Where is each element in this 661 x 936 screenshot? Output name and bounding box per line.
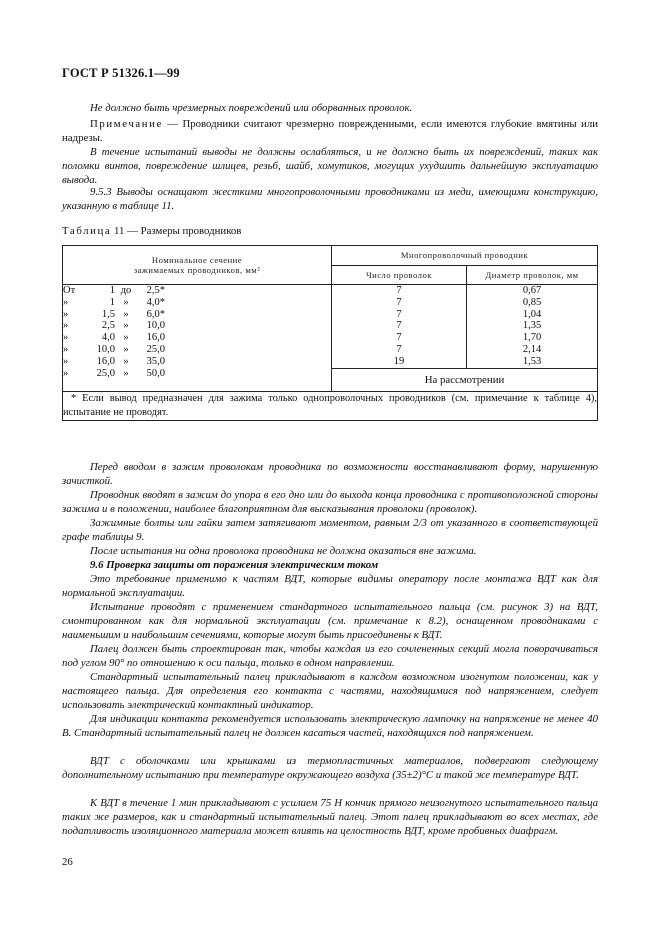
section-row: » 25,0 » 50,0: [63, 367, 165, 379]
header-wire-count: Число проволок: [332, 265, 467, 285]
table-caption: [62, 225, 241, 237]
paragraph-terminals: В течение испытаний выводы не должны ослабляться, и не должно быть их повреждений, таких как поломки винтов, повреждение шлицев, резьб, шайб, хомутиков, могущих ухудшить дальнейшую эксплуатацию вывода.: [62, 146, 598, 187]
paragraph-tighten: Зажимные болты или гайки затем затягивают моментом, равным 2/3 от указанного в соответствующей графе таблицы 9.: [62, 517, 598, 544]
paragraph-no-damage: Не должно быть чрезмерных повреждений или оборванных проволок.: [90, 102, 413, 114]
note-text: — Проводники считают чрезмерно поврежденными, если имеются глубокие вмятины или надрезы.: [62, 118, 598, 145]
section-row: » 4,0 » 16,0: [63, 332, 165, 344]
section-row: » 1,5 » 6,0*: [63, 308, 165, 320]
paragraph-insert-conductor: Проводник вводят в зажим до упора в его дно или до выхода конца проводника с противоположной стороны зажима и в положении, наиболее благоприятном для высказывания проволоки (проволок).: [62, 489, 598, 516]
nominal-section-column: [63, 285, 332, 392]
header-nominal-section: Номинальное сечение зажимаемых проводников, мм²: [63, 246, 332, 285]
table-caption-title: 11 — Размеры проводников: [111, 225, 242, 237]
paragraph-force-test: К ВДТ в течение 1 мин прикладывают с усилием 75 Н кончик прямого неизогнутого испытательного пальца таких же размеров, как и стандартный испытательный палец. Этот палец прикладывают во всех местах, где податливость изоляционного материала может влиять на целостность ВДТ, кроме пробивных диафрагм.: [62, 797, 598, 838]
conductor-size-table: [62, 245, 598, 421]
paragraph-9-5-3: 9.5.3 Выводы оснащают жесткими многопроволочными проводниками из меди, имеющими конструкцию, указанную в таблице 11.: [62, 186, 598, 213]
note: [62, 117, 598, 145]
section-row: » 16,0 » 35,0: [63, 355, 165, 367]
wire-diameter-column: 0,67 0,85 1,04 1,35 1,70 2,14 1,53: [467, 285, 598, 369]
under-consideration-cell: На рассмотрении: [332, 368, 598, 391]
page-number: 26: [62, 856, 73, 868]
document-header: ГОСТ Р 51326.1—99: [62, 66, 180, 80]
paragraph-contact-indication: Для индикации контакта рекомендуется использовать электрическую лампочку на напряжение не менее 40 В. Стандартный испытательный палец не должен касаться частей, находящихся под напряжением.: [62, 713, 598, 740]
table-footnote: * Если вывод предназначен для зажима только однопроволочных проводников (см. примечание к таблице 4), испытание не проводят.: [63, 391, 598, 420]
paragraph-applicability: Это требование применимо к частям ВДТ, которые видимы оператору после монтажа ВДТ как для нормальной эксплуатации.: [62, 573, 598, 600]
section-row: » 2,5 » 10,0: [63, 320, 165, 332]
table-caption-label: Таблица: [62, 225, 112, 237]
paragraph-after-test: После испытания ни одна проволока проводника не должна оказаться вне зажима.: [90, 545, 477, 557]
section-row: » 10,0 » 25,0: [63, 343, 165, 355]
header-stranded-conductor: Многопроволочный проводник: [332, 246, 598, 266]
paragraph-test-finger: Испытание проводят с применением стандартного испытательного пальца (см. рисунок 3) на ВДТ, смонтированном как для нормальной эксплуатации (см. примечание к 8.2), оснащенном проводниками с наименьшим и наибольшим сечениями, которые могут быть присоединены к ВДТ.: [62, 601, 598, 642]
section-row: От 1 до 2,5*: [63, 285, 165, 296]
paragraph-finger-applied: Стандартный испытательный палец прикладывают в каждом возможном изогнутом положении, как у настоящего пальца. Для определения его контакта с частями, находящимися под напряжением, следует использовать электрический контактный индикатор.: [62, 671, 598, 712]
header-wire-diameter: Диаметр проволок, мм: [467, 265, 598, 285]
section-row: » 1 » 4,0*: [63, 296, 165, 308]
paragraph-restore-shape: Перед вводом в зажим проволокам проводника по возможности восстанавливают форму, нарушенную зачисткой.: [62, 461, 598, 488]
paragraph-finger-design: Палец должен быть спроектирован так, чтобы каждая из его сочлененных секций могла поворачиваться под углом 90° по отношению к оси пальца, только в одном направлении.: [62, 643, 598, 670]
section-9-6-title: 9.6 Проверка защиты от поражения электрическим током: [90, 559, 379, 571]
wire-count-column: 7 7 7 7 7 7 19: [332, 285, 467, 369]
paragraph-thermoplastic: ВДТ с оболочками или крышками из термопластичных материалов, подвергают следующему дополнительному испытанию при температуре окружающего воздуха (35±2)°С и такой же температуре ВДТ.: [62, 755, 598, 782]
note-label: Примечание: [90, 118, 163, 130]
